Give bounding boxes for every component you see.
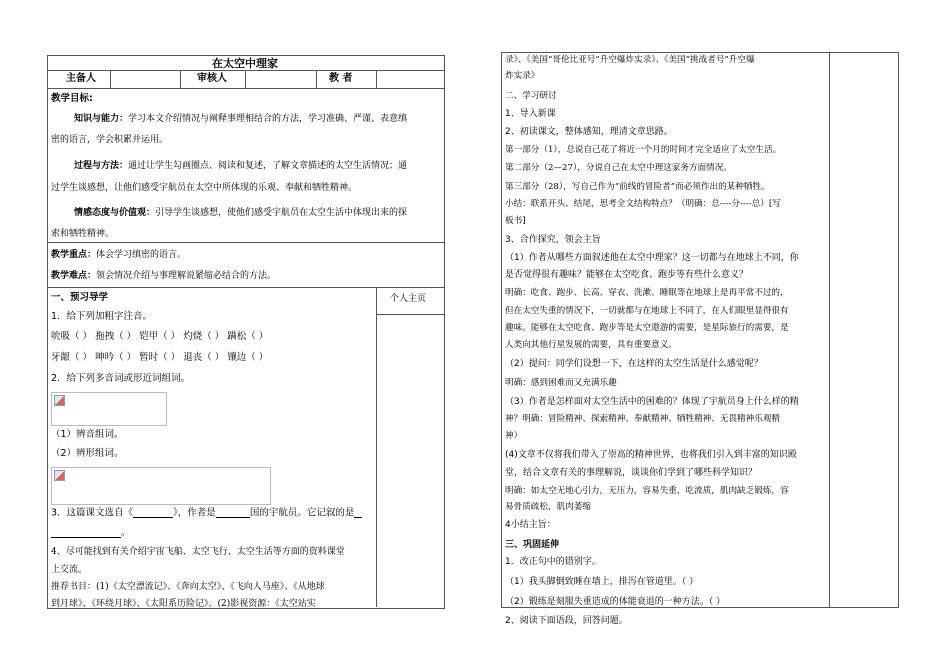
goal-process-text-2: 过学生谈感想，让他们感受宇航员在太空中所体现的乐观、奉献和牺牲精神。 — [51, 183, 358, 193]
goal-emotion-text: 引导学生谈感想，使他们感受宇航员在太空生活中体现出来的探 — [155, 208, 408, 218]
broken-image-frame — [51, 467, 271, 505]
q4-text-2: 上交流。 — [51, 565, 88, 575]
rule — [316, 70, 317, 88]
right-text-line: 明确：吃食、跑步、长高、穿衣、洗漱、睡眠等在地球上是再平常不过的， — [505, 288, 789, 298]
right-text-line: 录》、《美国“哥伦比亚号”升空爆炸实录》、《美国“挑战者号”升空爆 — [505, 55, 755, 65]
broken-image-frame — [51, 392, 167, 426]
right-text-line: 但在太空失重的情况下，一切就都与在地球上不同了，在人们眼里显得很有 — [505, 306, 789, 316]
goal-knowledge-text: 学习本文介绍情况与阐释事理相结合的方法，学习准确、严谨、表意缜 — [128, 114, 408, 124]
q3-part: 国的宇航员。它记叙的是 — [249, 507, 355, 519]
right-text-line: 神？明确：冒险精神、探索精神、奉献精神、牺牲精神、无畏精神乐观精 — [505, 414, 781, 424]
fill-blank[interactable] — [354, 507, 362, 518]
rule — [47, 88, 444, 89]
rule — [47, 242, 444, 243]
right-text-line: 3、合作探究，领会主旨 — [505, 235, 601, 245]
q3-part: 》，作者是 — [173, 507, 216, 519]
goal-knowledge — [74, 115, 407, 124]
right-text-line: （1）我头脚倒致睡在墙上，排泻在管道里。（ ） — [505, 577, 699, 587]
pinyin-item: 灼烧（ ） — [183, 331, 225, 342]
rule — [376, 287, 377, 607]
right-text-line: 炸实录》 — [505, 71, 540, 81]
right-text-line: （2）锻练是刻服失重造成的体能衰退的一种方法。（ ） — [505, 597, 726, 607]
goal-knowledge-text-2: 密的语言，学会积累并运用。 — [51, 135, 169, 145]
broken-image-icon — [54, 470, 65, 481]
pinyin-row-1 — [51, 332, 268, 342]
personal-home-heading: 个人主页 — [390, 294, 427, 304]
rule — [829, 52, 830, 607]
rule — [245, 70, 246, 88]
rule — [47, 287, 444, 288]
right-text-line: 第一部分（1），总说自己花了将近一个月的时间才完全适应了太空生活。 — [505, 145, 782, 155]
pinyin-row-2 — [51, 353, 268, 363]
right-text-line: 二、学习研讨 — [505, 91, 557, 101]
goal-emotion-text-2: 索和牺牲精神。 — [51, 229, 115, 239]
key-point-text: 体会学习缜密的语言。 — [96, 250, 187, 260]
pinyin-item: 拖拽（ ） — [95, 331, 137, 342]
right-text-line: 易骨质疏松，肌肉萎缩 — [505, 502, 591, 512]
goal-process-text: 通过让学生勾画圈点、阅读和复述，了解文章描述的太空生活情况；通 — [128, 161, 408, 171]
right-text-line: 神） — [505, 431, 523, 441]
pinyin-item: 吮吸（ ） — [51, 331, 93, 342]
review-label: 审核人 — [197, 73, 227, 84]
preview-heading: 一、预习导学 — [51, 292, 109, 303]
difficulty-label: 教学难点： — [51, 271, 97, 281]
key-point-label: 教学重点： — [51, 250, 97, 260]
q3-part: 。 — [121, 527, 131, 539]
rule — [180, 70, 181, 88]
rule — [376, 70, 377, 88]
difficulty-text: 领会情况介绍与事理解说紧缩必结合的方法。 — [96, 271, 277, 281]
right-text-line: 1、导入新课 — [505, 109, 556, 119]
pinyin-item: 暂时（ ） — [139, 352, 181, 363]
rule — [376, 314, 444, 315]
q3-part: 3．这篇课文选自《 — [51, 507, 134, 519]
rule — [110, 70, 111, 88]
right-text-line: 三、巩固延伸 — [505, 540, 560, 550]
right-text-line: 2、初读课文，整体感知，理清文章思路。 — [505, 127, 673, 137]
right-text-line: （1）作者从哪些方面叙述他在太空中理家？这一切都与在地球上不同，你 — [505, 253, 799, 263]
difficulty — [51, 272, 276, 281]
pinyin-item: 呻吟（ ） — [95, 352, 137, 363]
right-text-line: 1．改正句中的错别字。 — [505, 557, 601, 567]
right-text-line: 是否觉得很有趣味？能够在太空吃食、跑步等有些什么意义？ — [505, 270, 749, 280]
sub-q2: （2）辨形组词。 — [51, 448, 124, 459]
fill-blank[interactable] — [133, 507, 173, 518]
right-text-line: 2、阅读下面语段，回答问题。 — [505, 616, 628, 626]
key-point — [51, 251, 186, 260]
right-text-line: 明确：感到困难而又充满乐趣 — [505, 378, 617, 388]
teacher-label: 教 者 — [329, 73, 353, 84]
page-title: 在太空中理家 — [212, 57, 278, 70]
pinyin-item: 蹒松（ ） — [227, 331, 269, 342]
goal-process — [74, 162, 407, 171]
right-text-line: 明确：如太空无地心引力，无压力，容易失重，吃流质，肌肉缺乏锻炼，容 — [505, 486, 789, 496]
right-text-line: 板书] — [505, 216, 526, 226]
right-text-line: 第二部分（2—27），分说自己在太空中理这家务方面情况。 — [505, 163, 732, 173]
right-text-line: (4)文章不仅将我们带入了崇高的精神世界，也将我们引入到丰富的知识殿 — [505, 450, 797, 460]
books-text: 推荐书目：(1)《太空漂流记》、《奔向太空》、《飞向人马座》、《从地球 — [51, 582, 325, 592]
pinyin-item: 牙龈（ ） — [51, 352, 93, 363]
goal-process-label: 过程与方法： — [74, 161, 129, 171]
books-text-2: 到月球》、《环绕月球》、《太阳系历险记》。(2)影视资源：《太空站实 — [51, 599, 316, 609]
sub-q1: （1）辨音组词。 — [51, 429, 124, 440]
broken-image-icon — [54, 395, 65, 406]
right-text-line: 4小结主旨： — [505, 520, 556, 530]
host-label: 主备人 — [66, 73, 96, 84]
pinyin-item: 退丧（ ） — [183, 352, 225, 363]
q3-text — [51, 507, 362, 518]
q1-text: 1．给下列加粗字注音。 — [51, 311, 153, 322]
goal-emotion — [74, 209, 407, 218]
right-text-line: 趣味。能够在太空吃食、跑步等是太空遨游的需要，是星际旅行的需要，是 — [505, 323, 789, 333]
fill-blank[interactable] — [51, 527, 121, 538]
right-text-line: 堂，结合文章有关的事理解说，谈谈你们学到了哪些科学知识？ — [505, 468, 758, 478]
pinyin-item: 铠甲（ ） — [139, 331, 181, 342]
right-text-line: （3）作者是怎样面对太空生活中的困难的？体现了宇航员身上什么样的精 — [505, 397, 799, 407]
q2-text: 2．给下列多音词或形近词组词。 — [51, 373, 191, 384]
right-text-line: 人类向其他行星发展的需要，具有重要意义。 — [505, 340, 677, 350]
pinyin-item: 镶边（ ） — [227, 352, 269, 363]
right-text-line: 小结：联系开头、结尾，思考全文结构特点？（明确：总----分----总）[写 — [505, 199, 781, 209]
fill-blank[interactable] — [216, 507, 250, 518]
right-text-line: （2）提问：同学们设想一下，在这样的太空生活是什么感觉呢？ — [505, 359, 763, 369]
right-text-line: 第三部分（28），写自己作为“前线的冒险者”而必须作出的某种牺牲。 — [505, 182, 770, 192]
goal-emotion-label: 情感态度与价值观： — [74, 208, 156, 218]
q3-continuation — [51, 527, 131, 538]
goal-knowledge-label: 知识与能力： — [74, 114, 129, 124]
goals-heading: 教学目标: — [51, 93, 93, 104]
q4-text: 4、尽可能找到有关介绍宇宙飞船、太空飞行、太空生活等方面的资料课堂 — [51, 547, 345, 557]
